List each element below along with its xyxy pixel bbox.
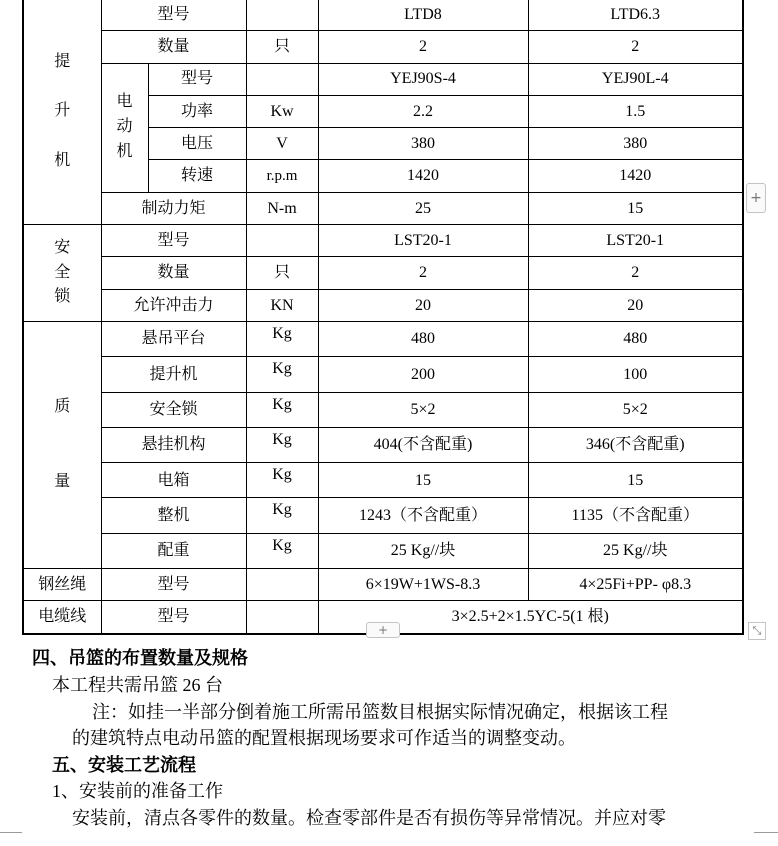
unit-cell: KN	[246, 289, 318, 321]
group-cell-hoist: 提 升 机	[23, 0, 101, 225]
row-label: 数量	[101, 31, 246, 63]
unit-cell: Kg	[246, 392, 318, 427]
unit-cell: Kw	[246, 95, 318, 127]
value-cell: 346(不含配重)	[528, 427, 743, 462]
value-cell: YEJ90S-4	[318, 63, 528, 95]
table-resize-handle[interactable]: ⤡	[748, 622, 766, 640]
list-item-1: 1、安装前的准备工作	[52, 781, 223, 801]
table-row	[23, 392, 743, 427]
value-cell: 25 Kg//块	[318, 533, 528, 568]
unit-cell: Kg	[246, 427, 318, 462]
unit-cell	[246, 569, 318, 601]
note-line-1: 注：如挂一半部分倒着施工所需吊篮数目根据实际情况确定，根据该工程	[92, 702, 668, 722]
value-cell: 2	[318, 257, 528, 289]
value-cell: 380	[318, 128, 528, 160]
unit-cell: N-m	[246, 192, 318, 224]
row-label: 制动力矩	[101, 192, 246, 224]
unit-cell: Kg	[246, 463, 318, 498]
page-corner-mark	[0, 832, 22, 833]
group-cell-mass: 质 量	[23, 321, 101, 568]
table-row	[23, 321, 743, 356]
row-label: 整机	[101, 498, 246, 533]
value-cell: 1420	[318, 160, 528, 192]
value-cell: 2	[528, 31, 743, 63]
value-cell: 404(不含配重)	[318, 427, 528, 462]
value-cell: 20	[528, 289, 743, 321]
row-label: 允许冲击力	[101, 289, 246, 321]
paragraph-line: 安装前，清点各零件的数量。检查零部件是否有损伤等异常情况。并应对零	[72, 808, 666, 828]
value-cell: LTD8	[318, 0, 528, 31]
group-cell-lock: 安 全 锁	[23, 225, 101, 322]
group-cell-motor: 电 动 机	[101, 63, 148, 192]
spec-table	[22, 0, 744, 635]
value-cell: 1420	[528, 160, 743, 192]
row-label: 型号	[148, 63, 246, 95]
value-cell: 480	[318, 321, 528, 356]
unit-cell: r.p.m	[246, 160, 318, 192]
row-label: 型号	[101, 601, 246, 634]
value-cell: 2	[318, 31, 528, 63]
table-row	[23, 257, 743, 289]
page-corner-mark	[754, 832, 778, 833]
unit-cell	[246, 601, 318, 634]
value-cell: 15	[528, 192, 743, 224]
row-label: 配重	[101, 533, 246, 568]
table-row	[23, 357, 743, 392]
table-row	[23, 569, 743, 601]
value-cell: LST20-1	[318, 225, 528, 257]
value-cell: 25 Kg//块	[528, 533, 743, 568]
row-label: 悬吊平台	[101, 321, 246, 356]
value-cell: 380	[528, 128, 743, 160]
row-label: 电箱	[101, 463, 246, 498]
value-cell: 20	[318, 289, 528, 321]
value-cell: 15	[318, 463, 528, 498]
group-cell-cable: 电缆线	[23, 601, 101, 634]
group-cell-wire-rope: 钢丝绳	[23, 569, 101, 601]
row-label: 数量	[101, 257, 246, 289]
table-row	[23, 498, 743, 533]
table-row	[23, 225, 743, 257]
row-label: 悬挂机构	[101, 427, 246, 462]
row-label: 转速	[148, 160, 246, 192]
table-row	[23, 192, 743, 224]
table-row	[23, 63, 743, 95]
table-row	[23, 31, 743, 63]
value-cell: LTD6.3	[528, 0, 743, 31]
unit-cell: 只	[246, 31, 318, 63]
value-cell: 5×2	[528, 392, 743, 427]
value-cell: 2	[528, 257, 743, 289]
value-cell: 25	[318, 192, 528, 224]
note-line-2: 的建筑特点电动吊篮的配置根据现场要求可作适当的调整变动。	[72, 728, 576, 748]
table-row	[23, 289, 743, 321]
unit-cell: Kg	[246, 498, 318, 533]
table-row	[23, 0, 743, 31]
value-cell: 2.2	[318, 95, 528, 127]
value-cell: 3×2.5+2×1.5YC-5(1 根)	[318, 601, 743, 634]
add-column-button[interactable]: +	[746, 183, 766, 213]
unit-cell: V	[246, 128, 318, 160]
unit-cell: 只	[246, 257, 318, 289]
unit-cell	[246, 63, 318, 95]
value-cell: 480	[528, 321, 743, 356]
value-cell: 6×19W+1WS-8.3	[318, 569, 528, 601]
value-cell: 1135（不含配重）	[528, 498, 743, 533]
unit-cell: Kg	[246, 357, 318, 392]
value-cell: 200	[318, 357, 528, 392]
row-label: 提升机	[101, 357, 246, 392]
unit-cell: Kg	[246, 533, 318, 568]
value-cell: 100	[528, 357, 743, 392]
section-heading-5: 五、安装工艺流程	[52, 755, 196, 775]
row-label: 型号	[101, 569, 246, 601]
table-row	[23, 427, 743, 462]
unit-cell	[246, 225, 318, 257]
value-cell: YEJ90L-4	[528, 63, 743, 95]
section-heading-4: 四、吊篮的布置数量及规格	[32, 648, 248, 668]
value-cell: 4×25Fi+PP- φ8.3	[528, 569, 743, 601]
value-cell: 1243（不含配重）	[318, 498, 528, 533]
paragraph-line: 本工程共需吊篮 26 台	[52, 675, 223, 695]
value-cell: 1.5	[528, 95, 743, 127]
value-cell: 5×2	[318, 392, 528, 427]
value-cell: LST20-1	[528, 225, 743, 257]
add-row-button[interactable]: +	[366, 622, 400, 638]
row-label: 电压	[148, 128, 246, 160]
row-label: 型号	[101, 0, 246, 31]
table-row	[23, 533, 743, 568]
unit-cell: Kg	[246, 321, 318, 356]
row-label: 功率	[148, 95, 246, 127]
row-label: 安全锁	[101, 392, 246, 427]
value-cell: 15	[528, 463, 743, 498]
unit-cell	[246, 0, 318, 31]
row-label: 型号	[101, 225, 246, 257]
table-row	[23, 463, 743, 498]
